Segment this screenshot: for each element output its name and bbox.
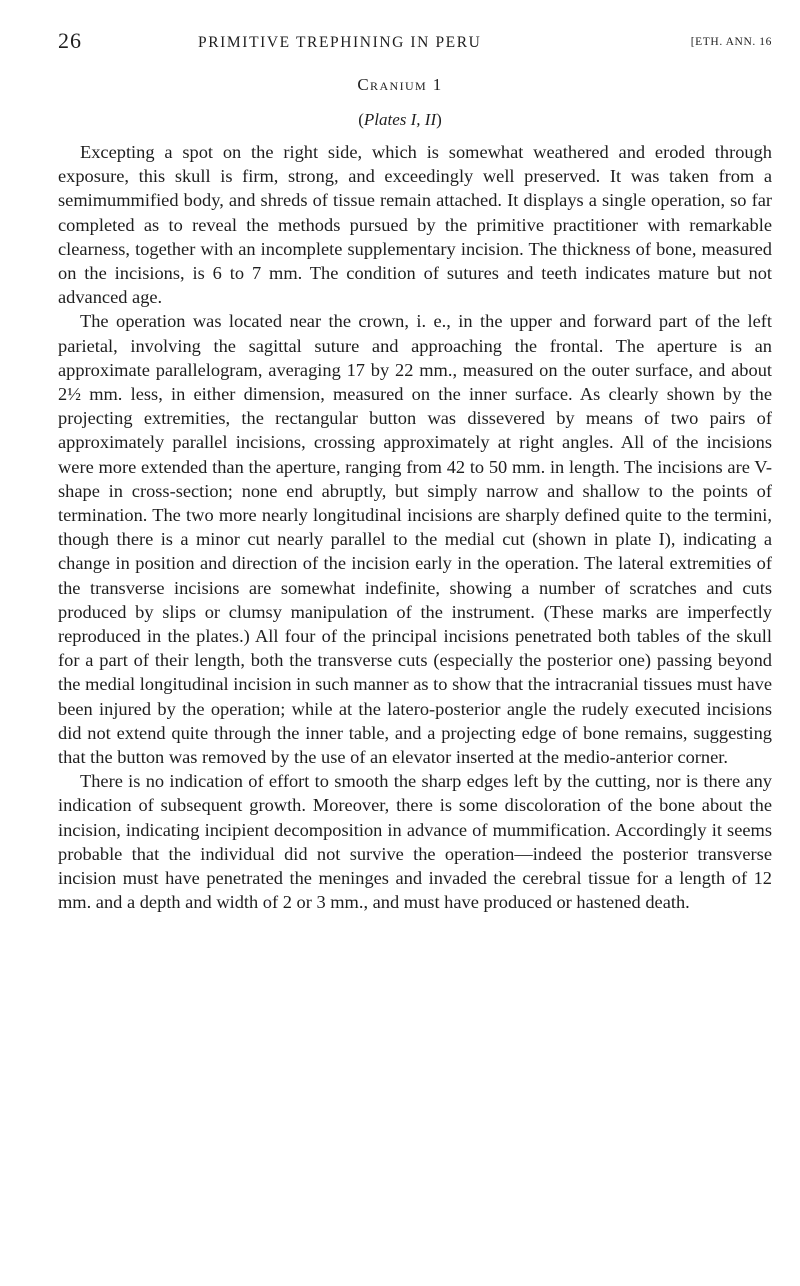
running-title: PRIMITIVE TREPHINING IN PERU xyxy=(198,34,482,51)
paragraph-description: Excepting a spot on the right side, which is somewhat weathered and eroded through exposure, this skull is firm, strong, and exceedingly well preserved. It was taken from a semimummified body, and shreds of tissue remain attached. It displays a single operation, so far completed as to reveal the methods pursued by the primitive practitioner with remarkable clearness, together with an incomplete supplementary incision. The thickness of bone, measured on the incisions, is 6 to 7 mm. The condition of sutures and teeth indicates mature but not advanced age. xyxy=(58,142,772,308)
running-head xyxy=(58,28,772,54)
journal-reference: [ETH. ANN. 16 xyxy=(690,36,772,48)
plates-open-paren: ( xyxy=(358,110,364,129)
plates-label: Plates I, II xyxy=(363,110,437,129)
page-number: 26 xyxy=(58,28,82,53)
body-text xyxy=(58,140,772,915)
plates-reference xyxy=(0,110,800,130)
plates-close-paren: ) xyxy=(436,110,442,129)
section-heading: Cranium 1 xyxy=(357,75,443,94)
paragraph-operation: The operation was located near the crown, i. e., in the upper and forward part of the left parietal, involving the sagittal suture and approaching the frontal. The aperture is an approximate parallelogram, averaging 17 by 22 mm., measured on the outer surface, and about 2½ mm. less, in either dimension, measured on the inner surface. As clearly shown by the projecting extremities, the rectangular button was dissevered by means of two pairs of approximately parallel incisions, crossing approximately at right angles. All of the incisions were more extended than the aperture, ranging from 42 to 50 mm. in length. The incisions are V-shape in cross-section; none end abruptly, but simply narrow and shallow to the points of termination. The two more nearly longitudinal incisions are sharply defined quite to the termini, though there is a minor cut nearly parallel to the medial cut (shown in plate I), indicating a change in position and direction of the incision early in the operation. The lateral extremities of the transverse incisions are somewhat indefinite, showing a number of scratches and cuts produced by slips or clumsy manipulation of the instrument. (These marks are imperfectly reproduced in the plates.) All four of the principal incisions penetrated both tables of the skull for a part of their length, both the transverse cuts (especially the posterior one) passing beyond the medial longitudinal incision in such manner as to show that the intracranial tissues must have been injured by the operation; while at the latero-posterior angle the rudely executed incisions did not extend quite through the inner table, and a projecting edge of bone remains, suggesting that the button was removed by the use of an elevator inserted at the medio-anterior corner. xyxy=(58,311,772,768)
paragraph-conclusion: There is no indication of effort to smooth the sharp edges left by the cutting, nor is there any indication of subsequent growth. Moreover, there is some discoloration of the bone about the incision, indicating incipient decomposition in advance of mummification. Accordingly it seems probable that the individual did not survive the operation—indeed the posterior transverse incision must have penetrated the meninges and invaded the cerebral tissue for a length of 12 mm. and a depth and width of 2 or 3 mm., and must have produced or hastened death. xyxy=(58,771,772,913)
